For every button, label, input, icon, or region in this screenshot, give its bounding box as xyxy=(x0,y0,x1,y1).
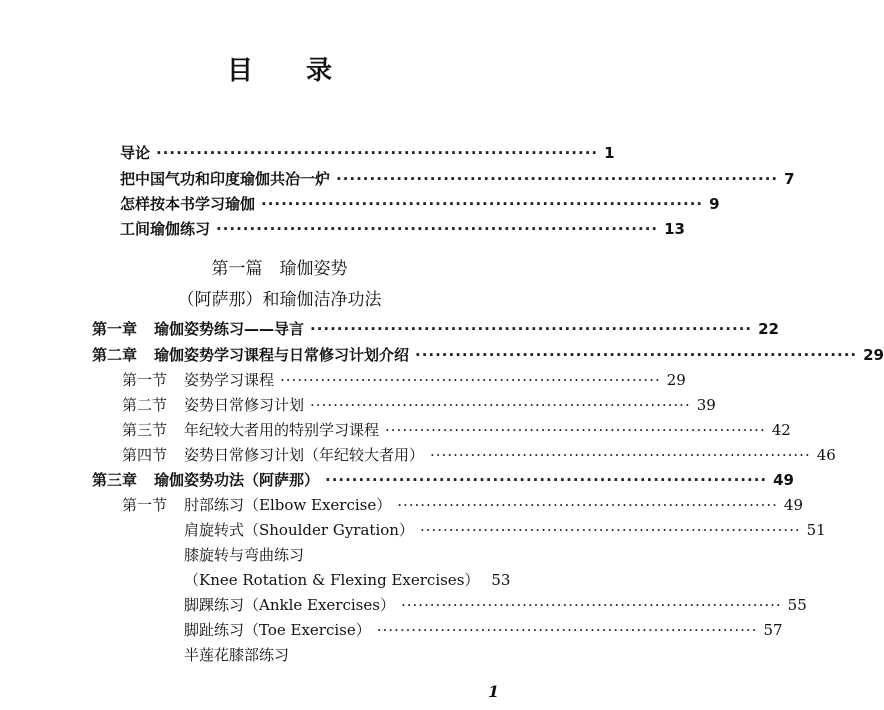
toc-entry-page: 42 xyxy=(771,421,791,439)
toc-entry-section[interactable] xyxy=(122,419,791,439)
toc-entry-page: 57 xyxy=(763,621,783,639)
leader-dots: ·································································· xyxy=(325,471,768,489)
toc-entry-page: 49 xyxy=(773,471,794,489)
leader-dots: ·································································· xyxy=(376,621,758,639)
toc-entry-intro[interactable] xyxy=(120,193,720,213)
section-label: 第一节 xyxy=(122,496,168,514)
toc-entry-title: 瑜伽姿势练习——导言 xyxy=(154,320,305,338)
toc-entry-subitem[interactable] xyxy=(184,569,510,589)
toc-entry-page: 9 xyxy=(709,195,720,213)
leader-dots: ·································································· xyxy=(156,144,599,162)
toc-entry-title: 脚趾练习（Toe Exercise） xyxy=(184,621,371,639)
toc-entry-title: （Knee Rotation & Flexing Exercises） xyxy=(184,571,480,589)
section-label: 第一节 xyxy=(122,371,168,389)
toc-entry-section[interactable] xyxy=(122,369,686,389)
toc-entry-title: 年纪较大者用的特别学习课程 xyxy=(184,421,380,439)
toc-entry-title: 怎样按本书学习瑜伽 xyxy=(120,195,256,213)
toc-entry-title: 导论 xyxy=(120,144,151,162)
toc-entry-page: 13 xyxy=(664,220,685,238)
toc-entry-page: 1 xyxy=(604,144,615,162)
part-subheading: （阿萨那）和瑜伽洁净功法 xyxy=(177,290,382,310)
toc-entry-section[interactable] xyxy=(122,394,716,414)
toc-entry-subitem[interactable] xyxy=(184,594,807,614)
chapter-label: 第二章 xyxy=(92,346,138,364)
chapter-label: 第一章 xyxy=(92,320,138,338)
toc-entry-title: 工间瑜伽练习 xyxy=(120,220,211,238)
leader-dots: ·································································· xyxy=(310,396,691,414)
toc-entry-section[interactable] xyxy=(122,494,804,514)
toc-entry-title: 姿势日常修习计划 xyxy=(184,396,305,414)
toc-entry-chapter[interactable] xyxy=(92,318,779,338)
page-title: 目 录 xyxy=(226,56,355,86)
section-label: 第四节 xyxy=(122,446,168,464)
leader-dots: ·································································· xyxy=(385,421,766,439)
page-number: 1 xyxy=(488,682,500,701)
toc-entry-page: 51 xyxy=(806,521,826,539)
toc-entry-chapter[interactable] xyxy=(92,344,884,364)
toc-entry-page: 29 xyxy=(863,346,884,364)
leader-dots: ·································································· xyxy=(400,596,782,614)
toc-entry-title: 姿势日常修习计划（年纪较大者用） xyxy=(184,446,425,464)
toc-entry-page: 46 xyxy=(816,446,836,464)
toc-entry-title: 瑜伽姿势学习课程与日常修习计划介绍 xyxy=(154,346,410,364)
toc-entry-page: 49 xyxy=(783,496,804,514)
leader-dots: ·································································· xyxy=(415,346,858,364)
leader-dots: ·································································· xyxy=(310,320,753,338)
toc-entry-subitem[interactable] xyxy=(184,544,510,564)
toc-entry-subitem[interactable] xyxy=(184,619,783,639)
leader-dots: ·································································· xyxy=(419,521,801,539)
chapter-label: 第三章 xyxy=(92,471,138,489)
part-heading: 第一篇 瑜伽姿势 xyxy=(211,259,348,279)
toc-entry-page: 29 xyxy=(666,371,686,389)
toc-entry-subitem[interactable] xyxy=(184,519,826,539)
toc-entry-page: 53 xyxy=(491,571,511,589)
toc-entry-title: 瑜伽姿势功法（阿萨那） xyxy=(154,471,320,489)
leader-dots: ·································································· xyxy=(336,170,779,188)
toc-entry-intro[interactable] xyxy=(120,168,795,188)
toc-entry-page: 55 xyxy=(787,596,807,614)
toc-entry-title: 膝旋转与弯曲练习 xyxy=(184,546,305,564)
toc-entry-section[interactable] xyxy=(122,444,836,464)
toc-entry-title: 脚踝练习（Ankle Exercises） xyxy=(184,596,395,614)
toc-entry-page: 39 xyxy=(696,396,716,414)
toc-entry-title: 肩旋转式（Shoulder Gyration） xyxy=(184,521,414,539)
section-label: 第二节 xyxy=(122,396,168,414)
toc-entry-title: 半莲花膝部练习 xyxy=(184,646,290,664)
toc-entry-intro[interactable] xyxy=(120,142,615,162)
toc-entry-page: 22 xyxy=(758,320,779,338)
toc-entry-intro[interactable] xyxy=(120,218,685,238)
toc-entry-chapter[interactable] xyxy=(92,469,794,489)
toc-entry-page: 7 xyxy=(784,170,795,188)
leader-dots: ·································································· xyxy=(397,496,778,514)
leader-dots: ·································································· xyxy=(216,220,659,238)
toc-entry-title: 姿势学习课程 xyxy=(184,371,275,389)
leader-dots: ·································································· xyxy=(430,446,811,464)
leader-dots: ·································································· xyxy=(261,195,704,213)
toc-entry-title: 肘部练习（Elbow Exercise） xyxy=(184,496,392,514)
toc-entry-subitem[interactable] xyxy=(184,644,510,664)
toc-entry-title: 把中国气功和印度瑜伽共冶一炉 xyxy=(120,170,331,188)
section-label: 第三节 xyxy=(122,421,168,439)
leader-dots: ·································································· xyxy=(280,371,661,389)
